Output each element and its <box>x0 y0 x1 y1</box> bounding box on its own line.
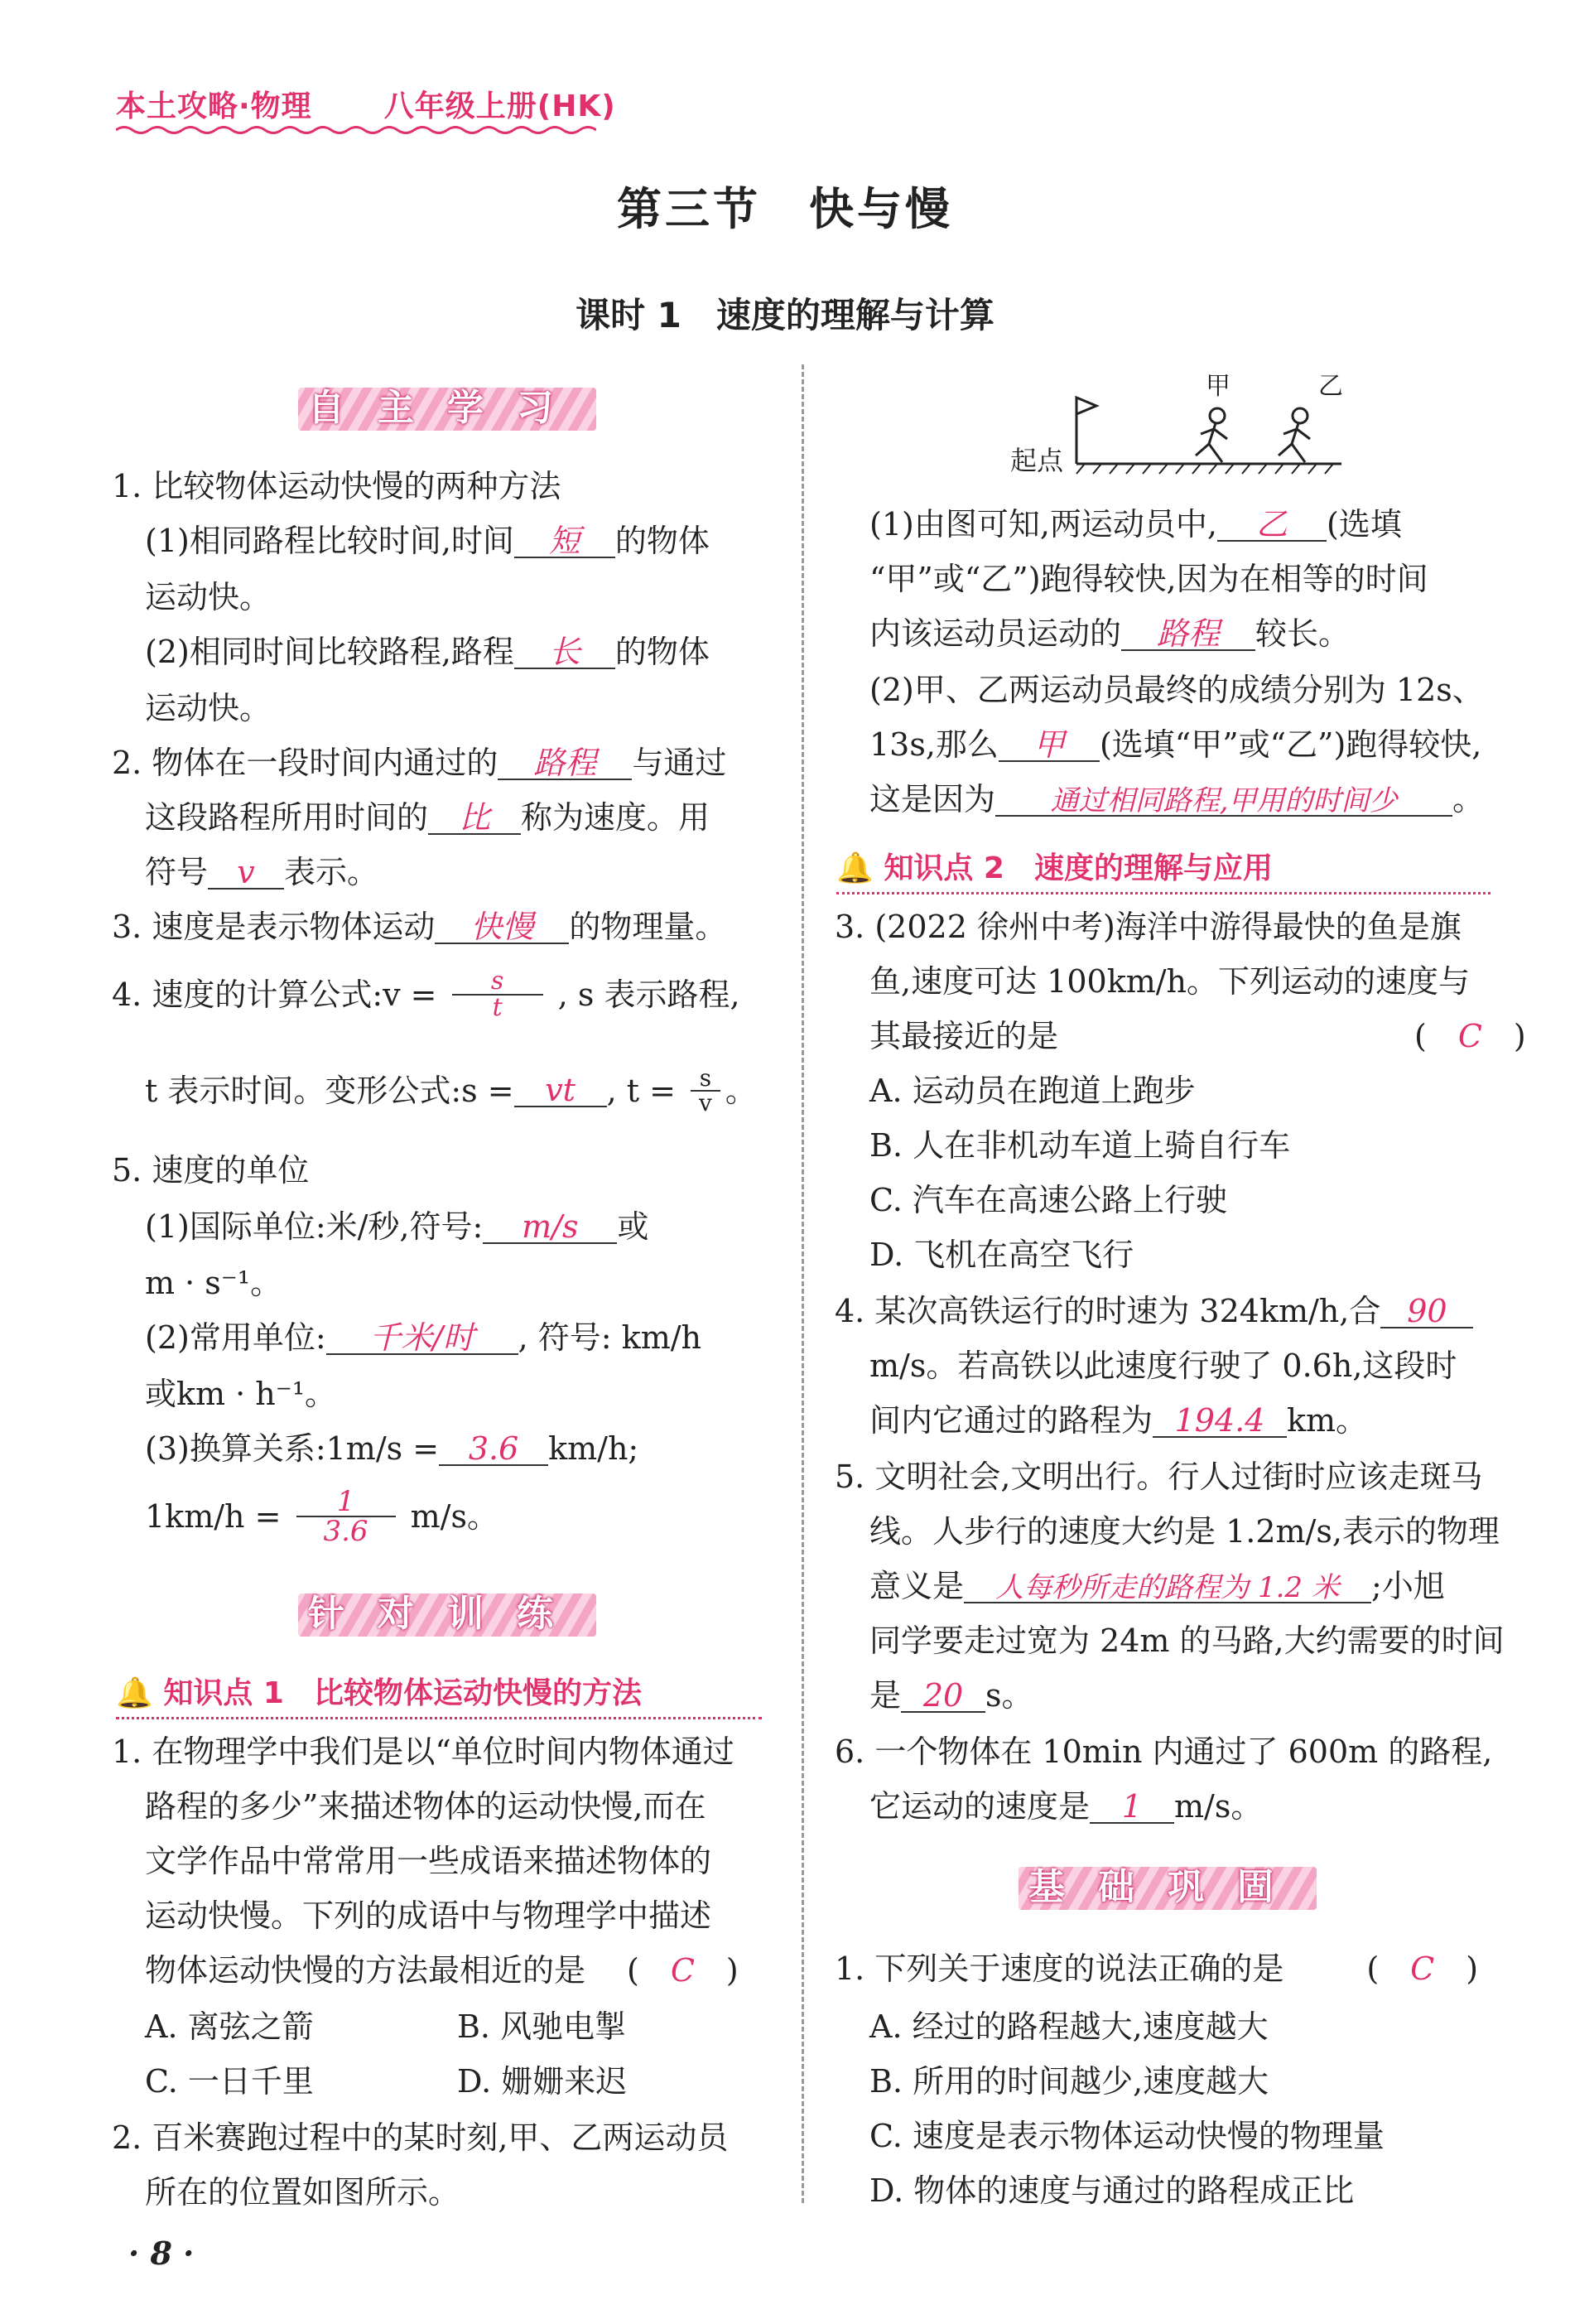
r1-line3: 内该运动员运动的 路程 较长。 <box>869 615 1351 652</box>
t1-option-d: D. 姗姗来迟 <box>457 2063 628 2100</box>
q3r-option-d: D. 飞机在高空飞行 <box>869 1237 1134 1273</box>
q5-stem: 5. 速度的单位 <box>112 1152 310 1189</box>
q6r-line2: 它运动的速度是 1 m/s。 <box>869 1788 1263 1825</box>
q5r-line2: 线。人步行的速度大约是 1.2m/s,表示的物理 <box>869 1513 1500 1550</box>
answer-q2-path: 路程 <box>498 747 632 780</box>
answer-r2: 甲 <box>999 729 1100 762</box>
answer-q2-ratio: 比 <box>428 802 521 835</box>
r2-line2: 13s,那么 甲 (选填“甲”或“乙”)跑得较快, <box>869 726 1482 763</box>
bell-icon: 🔔 <box>116 1676 153 1710</box>
answer-q1a: 短 <box>514 525 615 558</box>
answer-r1-path: 路程 <box>1121 618 1255 651</box>
answer-q3r: C <box>1457 1018 1482 1054</box>
answer-q4-s: vt <box>514 1074 607 1107</box>
knowledge-point-1: 🔔 知识点 1 比较物体运动快慢的方法 <box>116 1670 762 1719</box>
q5b-line: (2)常用单位: 千米/时 , 符号: km/h <box>145 1319 702 1356</box>
q1b-line: (2)相同时间比较路程,路程 长 的物体 <box>145 634 710 670</box>
answer-q5b: 千米/时 <box>326 1322 518 1355</box>
q3r-line1: 3. (2022 徐州中考)海洋中游得最快的鱼是旗 <box>835 909 1462 945</box>
r2-line3: 这是因为 通过相同路程,甲用的时间少 。 <box>869 781 1485 817</box>
series-title: 本土攻略·物理 <box>116 89 312 123</box>
runner-jia-icon <box>1196 408 1227 462</box>
q5r-line3: 意义是 人每秒所走的路程为 1.2 米 ;小旭 <box>869 1568 1445 1604</box>
t1-option-a: A. 离弦之箭 <box>145 2008 314 2045</box>
q2-line2: 这段路程所用时间的 比 称为速度。用 <box>145 799 710 836</box>
b1-option-b: B. 所用的时间越少,速度越大 <box>869 2063 1269 2100</box>
t1-line2: 路程的多少”来描述物体的运动快慢,而在 <box>145 1788 706 1825</box>
section-banner-targeted-training: 针对训练 <box>298 1589 596 1640</box>
figure-label-jia: 甲 <box>1206 372 1230 401</box>
answer-q5c: 3.6 <box>439 1433 548 1466</box>
answer-q3: 快慢 <box>435 911 569 944</box>
q5c-line: (3)换算关系:1m/s = 3.6 km/h; <box>145 1430 639 1467</box>
q3r-option-a: A. 运动员在跑道上跑步 <box>869 1073 1196 1109</box>
column-divider <box>802 364 804 2203</box>
section-banner-foundation: 基础巩固 <box>1019 1862 1317 1913</box>
bell-icon: 🔔 <box>836 851 874 885</box>
q5r-line5: 是 20 s。 <box>869 1677 1033 1714</box>
answer-q4r-ms: 90 <box>1380 1295 1473 1328</box>
q1a-cont: 运动快。 <box>145 579 272 615</box>
answer-t1: C <box>670 1952 695 1989</box>
runner-yi-icon <box>1279 408 1310 462</box>
t1-line4: 运动快慢。下列的成语中与物理学中描述 <box>145 1897 712 1934</box>
t1-option-c: C. 一日千里 <box>145 2063 314 2100</box>
q5r-line1: 5. 文明社会,文明出行。行人过街时应该走斑马 <box>835 1459 1483 1495</box>
q5d-line: 1km/h = $\frac{1}{3.6}$ m/s。 <box>145 1485 498 1548</box>
q3-line: 3. 速度是表示物体运动 快慢 的物理量。 <box>112 909 727 945</box>
t1-line1: 1. 在物理学中我们是以“单位时间内物体通过 <box>112 1733 734 1770</box>
b1-option-c: C. 速度是表示物体运动快慢的物理量 <box>869 2118 1385 2154</box>
section-banner-self-study: 自主学习 <box>298 383 596 434</box>
answer-q1b: 长 <box>514 636 615 669</box>
t1-option-b: B. 风驰电掣 <box>457 2008 627 2045</box>
formula-t-fraction: $\frac{s}{v}$ <box>691 1067 720 1115</box>
b1-option-a: A. 经过的路程越大,速度越大 <box>869 2008 1269 2045</box>
q2-line3: 符号 v 表示。 <box>145 854 379 890</box>
t1-line3: 文学作品中常常用一些成语来描述物体的 <box>145 1843 712 1879</box>
q5a-cont: m · s⁻¹。 <box>145 1265 282 1301</box>
series-header <box>116 83 616 125</box>
answer-r1: 乙 <box>1217 509 1327 542</box>
r1-line1: (1)由图可知,两运动员中, 乙 (选填 <box>869 506 1402 542</box>
answer-q4r-distance: 194.4 <box>1153 1405 1287 1438</box>
q2-line1: 2. 物体在一段时间内通过的 路程 与通过 <box>112 745 727 781</box>
knowledge-point-2: 🔔 知识点 2 速度的理解与应用 <box>836 845 1491 894</box>
answer-q5r-time: 20 <box>901 1680 985 1713</box>
header-wave-decoration <box>116 124 596 136</box>
start-flag-icon <box>1076 398 1096 464</box>
t2-line2: 所在的位置如图所示。 <box>145 2174 460 2211</box>
answer-q6r: 1 <box>1090 1791 1174 1824</box>
section-title: 第三节 快与慢 <box>617 183 953 235</box>
r2-line1: (2)甲、乙两运动员最终的成绩分别为 12s、 <box>869 672 1484 708</box>
q5r-line4: 同学要走过宽为 24m 的马路,大约需要的时间 <box>869 1622 1505 1659</box>
lesson-title: 课时 1 速度的理解与计算 <box>576 295 994 335</box>
grade-label: 八年级上册(HK) <box>383 89 616 123</box>
b1-line1: 1. 下列关于速度的说法正确的是 ( C ) <box>835 1950 1479 1987</box>
answer-q5a: m/s <box>483 1211 617 1244</box>
q4r-line3: 间内它通过的路程为 194.4 km。 <box>869 1402 1368 1439</box>
formula-v-fraction: $\frac{s}{t}$ <box>452 969 543 1020</box>
answer-b1: C <box>1410 1950 1435 1987</box>
q1a-line: (1)相同路程比较时间,时间 短 的物体 <box>145 523 710 559</box>
figure-label-yi: 乙 <box>1318 372 1343 401</box>
q1-stem: 1. 比较物体运动快慢的两种方法 <box>112 468 561 504</box>
answer-q2-symbol: v <box>208 856 284 890</box>
q4-line1: 4. 速度的计算公式:v = $\frac{s}{t}$ , s 表示路程, <box>112 967 740 1022</box>
page-number: · 8 · <box>128 2235 195 2272</box>
figure-label-start: 起点 <box>1010 445 1064 476</box>
q5b-cont: 或km · h⁻¹。 <box>145 1376 337 1412</box>
answer-r2-reason: 通过相同路程,甲用的时间少 <box>995 787 1452 817</box>
q1b-cont: 运动快。 <box>145 690 272 726</box>
t2-line1: 2. 百米赛跑过程中的某时刻,甲、乙两运动员 <box>112 2119 729 2156</box>
q3r-line3: 其最接近的是 ( C ) <box>869 1018 1526 1054</box>
q4-line2: t 表示时间。变形公式:s = vt , t = $\frac{s}{v}$ 。 <box>145 1064 757 1116</box>
q5a-line: (1)国际单位:米/秒,符号: m/s 或 <box>145 1208 649 1245</box>
q4r-line2: m/s。若高铁以此速度行驶了 0.6h,这段时 <box>869 1348 1457 1384</box>
b1-option-d: D. 物体的速度与通过的路程成正比 <box>869 2172 1355 2209</box>
q6r-line1: 6. 一个物体在 10min 内通过了 600m 的路程, <box>835 1733 1493 1770</box>
answer-q5r-meaning: 人每秒所走的路程为 1.2 米 <box>964 1574 1371 1603</box>
q4r-line1: 4. 某次高铁运行的时速为 324km/h,合 90 <box>835 1295 1473 1328</box>
answer-q5d-fraction: $\frac{1}{3.6}$ <box>296 1487 396 1545</box>
r1-line2: “甲”或“乙”)跑得较快,因为在相等的时间 <box>869 561 1428 597</box>
q3r-option-b: B. 人在非机动车道上骑自行车 <box>869 1127 1291 1164</box>
q3r-line2: 鱼,速度可达 100km/h。下列运动的速度与 <box>869 963 1471 1000</box>
t1-line5: 物体运动快慢的方法最相近的是 ( C ) <box>145 1952 739 1989</box>
q3r-option-c: C. 汽车在高速公路上行驶 <box>869 1182 1227 1218</box>
